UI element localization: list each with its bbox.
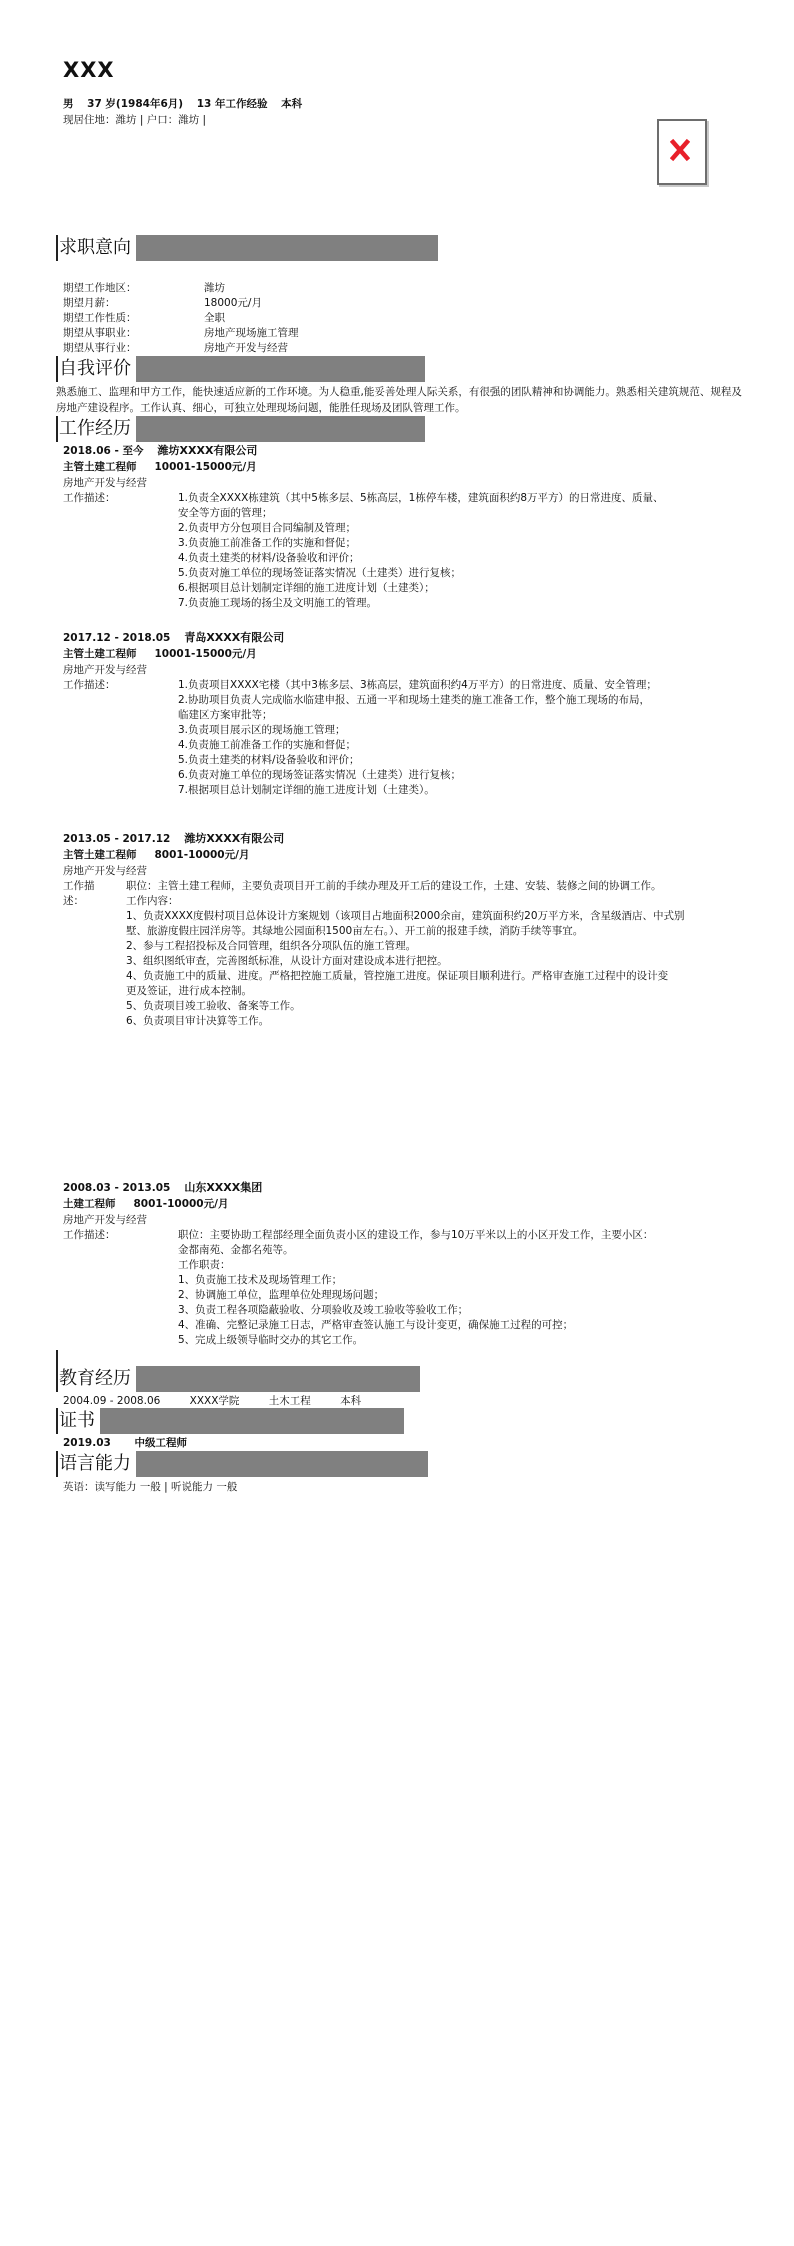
desc-line: 6.根据项目总计划制定详细的施工进度计划（土建类）； <box>178 582 435 594</box>
candidate-name: XXX <box>63 58 115 82</box>
desc-line: 1.负责全XXXX栋建筑（其中5栋多层、5栋高层，1栋停车楼，建筑面积约8万平方）的日常进度、质量、 <box>178 492 664 504</box>
edu-school: XXXX学院 <box>189 1395 240 1407</box>
job-desc-label-part: 述： <box>63 895 84 907</box>
desc-line: 2、参与工程招投标及合同管理，组织各分项队伍的施工管理。 <box>126 940 417 952</box>
intention-key: 期望从事职业： <box>63 327 137 339</box>
job-description <box>178 491 664 611</box>
section-bar <box>136 1366 420 1392</box>
job-title: 主管土建工程师 <box>63 849 137 861</box>
intention-row <box>63 281 225 296</box>
job-header <box>63 831 284 847</box>
section-title: 工作经历 <box>56 416 133 442</box>
intention-value: 房地产开发与经营 <box>204 342 288 354</box>
section-bar <box>136 1451 428 1477</box>
desc-line: 更及签证，进行成本控制。 <box>126 985 252 997</box>
cert-date: 2019.03 <box>63 1437 111 1449</box>
job-header <box>63 630 284 646</box>
divider <box>56 1350 58 1366</box>
intention-value: 房地产现场施工管理 <box>204 327 299 339</box>
job-company: 青岛XXXX有限公司 <box>184 631 285 644</box>
desc-line: 5.负责对施工单位的现场签证落实情况（土建类）进行复核； <box>178 567 462 579</box>
section-job-intention <box>56 235 438 261</box>
job-title: 主管土建工程师 <box>63 648 137 660</box>
intention-key: 期望从事行业： <box>63 342 137 354</box>
self-eval-text: 熟悉施工、监理和甲方工作，能快速适应新的工作环境。为人稳重,能妥善处理人际关系，有很强的团队精神和协调能力。熟悉相关建筑规范、规程及房地产建设程序。工作认真、细心，可独立处理现场问题，能胜任现场及团队管理工作。 <box>56 386 742 414</box>
job-industry: 房地产开发与经营 <box>63 664 147 676</box>
job-salary: 10001-15000元/月 <box>154 461 257 473</box>
job-desc-label: 工作描述： <box>63 1229 116 1241</box>
desc-line: 3.负责项目展示区的现场施工管理； <box>178 724 346 736</box>
job-industry: 房地产开发与经营 <box>63 865 147 877</box>
job-title: 主管土建工程师 <box>63 461 137 473</box>
section-work-exp <box>56 416 425 442</box>
desc-line: 5、完成上级领导临时交办的其它工作。 <box>178 1334 364 1346</box>
intention-key: 期望工作地区： <box>63 282 137 294</box>
gender: 男 <box>63 98 74 110</box>
desc-line: 7.根据项目总计划制定详细的施工进度计划（土建类）。 <box>178 784 435 796</box>
job-title: 土建工程师 <box>63 1198 116 1210</box>
section-bar <box>100 1408 404 1434</box>
section-bar <box>136 356 425 382</box>
cert-name: 中级工程师 <box>134 1437 187 1449</box>
job-description <box>178 1228 653 1348</box>
location-line: 现居住地：潍坊 | 户口：潍坊 | <box>63 114 207 126</box>
edu-period: 2004.09 - 2008.06 <box>63 1395 161 1407</box>
candidate-summary <box>63 96 312 111</box>
job-date: 2018.06 - 至今 <box>63 445 144 457</box>
job-description <box>126 879 685 1029</box>
job-title-line <box>63 1196 228 1211</box>
edu-major: 土木工程 <box>268 1395 311 1407</box>
intention-row <box>63 326 299 341</box>
section-title: 语言能力 <box>56 1451 133 1477</box>
desc-line: 工作职责： <box>178 1259 231 1271</box>
desc-line: 职位：主管土建工程师，主要负责项目开工前的手续办理及开工后的建设工作，土建、安装、装修之间的协调工作。 <box>126 880 662 892</box>
section-self-eval <box>56 356 425 382</box>
desc-line: 1.负责项目XXXX宅楼（其中3栋多层、3栋高层，建筑面积约4万平方）的日常进度、质量、安全管理； <box>178 679 657 691</box>
desc-line: 3、负责工程各项隐蔽验收、分项验收及竣工验收等验收工作； <box>178 1304 469 1316</box>
desc-line: 4、负责施工中的质量、进度。严格把控施工质量，管控施工进度。保证项目顺利进行。严格审查施工过程中的设计变 <box>126 970 669 982</box>
job-header <box>63 1180 262 1196</box>
job-company: 潍坊XXXX有限公司 <box>184 832 285 845</box>
job-desc-label-part: 工作描 <box>63 880 95 892</box>
job-date: 2017.12 - 2018.05 <box>63 632 171 644</box>
intention-row <box>63 311 225 326</box>
certificate-row <box>63 1435 207 1450</box>
job-desc-label <box>63 879 95 909</box>
job-title-line <box>63 459 257 474</box>
section-title: 自我评价 <box>56 356 133 382</box>
broken-image-icon <box>670 138 690 162</box>
desc-line: 4.负责土建类的材料/设备验收和评价； <box>178 552 360 564</box>
desc-line: 6.负责对施工单位的现场签证落实情况（土建类）进行复核； <box>178 769 462 781</box>
job-date: 2008.03 - 2013.05 <box>63 1182 171 1194</box>
desc-line: 2、协调施工单位，监理单位处理现场问题； <box>178 1289 385 1301</box>
desc-line: 金都南苑、金都名苑等。 <box>178 1244 294 1256</box>
intention-row <box>63 341 288 356</box>
job-company: 潍坊XXXX有限公司 <box>157 444 258 457</box>
job-desc-label: 工作描述： <box>63 492 116 504</box>
education-row <box>63 1393 387 1408</box>
desc-line: 3.负责施工前准备工作的实施和督促； <box>178 537 357 549</box>
section-title: 教育经历 <box>56 1366 133 1392</box>
intention-row <box>63 296 262 311</box>
job-salary: 8001-10000元/月 <box>133 1198 229 1210</box>
job-industry: 房地产开发与经营 <box>63 1214 147 1226</box>
job-salary: 8001-10000元/月 <box>154 849 250 861</box>
job-title-line <box>63 847 249 862</box>
desc-line: 1、负责XXXX度假村项目总体设计方案规划（该项目占地面积2000余亩，建筑面积约20万平方米，含星级酒店、中式别 <box>126 910 685 922</box>
job-desc-label: 工作描述： <box>63 679 116 691</box>
intention-value: 全职 <box>204 312 225 324</box>
desc-line: 1、负责施工技术及现场管理工作； <box>178 1274 343 1286</box>
desc-line: 4、准确、完整记录施工日志，严格审查签认施工与设计变更，确保施工过程的可控； <box>178 1319 574 1331</box>
section-title: 证书 <box>56 1408 97 1434</box>
photo-placeholder <box>657 119 707 185</box>
intention-value: 潍坊 <box>204 282 225 294</box>
desc-line: 临建区方案审批等； <box>178 709 273 721</box>
job-date: 2013.05 - 2017.12 <box>63 833 171 845</box>
section-certificate <box>56 1408 404 1434</box>
age: 37 岁(1984年6月) <box>87 98 184 110</box>
desc-line: 5、负责项目竣工验收、备案等工作。 <box>126 1000 301 1012</box>
desc-line: 2.协助项目负责人完成临水临建申报、五通一平和现场土建类的施工准备工作，整个施工现场的布局， <box>178 694 651 706</box>
education-level: 本科 <box>281 98 303 110</box>
section-education <box>56 1366 420 1392</box>
desc-line: 墅、旅游度假庄园洋房等。其绿地公园面积1500亩左右。）、开工前的报建手续，消防手续等事宜。 <box>126 925 584 937</box>
section-bar <box>136 416 425 442</box>
job-title-line <box>63 646 257 661</box>
intention-key: 期望工作性质： <box>63 312 137 324</box>
edu-degree: 本科 <box>340 1395 362 1407</box>
section-language <box>56 1451 428 1477</box>
job-company: 山东XXXX集团 <box>184 1181 263 1194</box>
desc-line: 2.负责甲方分包项目合同编制及管理； <box>178 522 357 534</box>
language-row: 英语：读写能力 一般 | 听说能力 一般 <box>63 1481 238 1493</box>
job-description <box>178 678 657 798</box>
job-industry: 房地产开发与经营 <box>63 477 147 489</box>
job-salary: 10001-15000元/月 <box>154 648 257 660</box>
desc-line: 3、组织图纸审查，完善图纸标准，从设计方面对建设成本进行把控。 <box>126 955 448 967</box>
desc-line: 职位：主要协助工程部经理全面负责小区的建设工作，参与10万平米以上的小区开发工作，主要小区： <box>178 1229 654 1241</box>
intention-value: 18000元/月 <box>204 297 262 309</box>
desc-line: 5.负责土建类的材料/设备验收和评价； <box>178 754 360 766</box>
desc-line: 工作内容： <box>126 895 179 907</box>
desc-line: 4.负责施工前准备工作的实施和督促； <box>178 739 357 751</box>
desc-line: 6、负责项目审计决算等工作。 <box>126 1015 270 1027</box>
job-header <box>63 443 257 459</box>
desc-line: 安全等方面的管理； <box>178 507 273 519</box>
intention-key: 期望月薪： <box>63 297 116 309</box>
section-title: 求职意向 <box>56 235 133 261</box>
section-bar <box>136 235 438 261</box>
desc-line: 7.负责施工现场的扬尘及文明施工的管理。 <box>178 597 378 609</box>
experience: 13 年工作经验 <box>196 98 268 110</box>
